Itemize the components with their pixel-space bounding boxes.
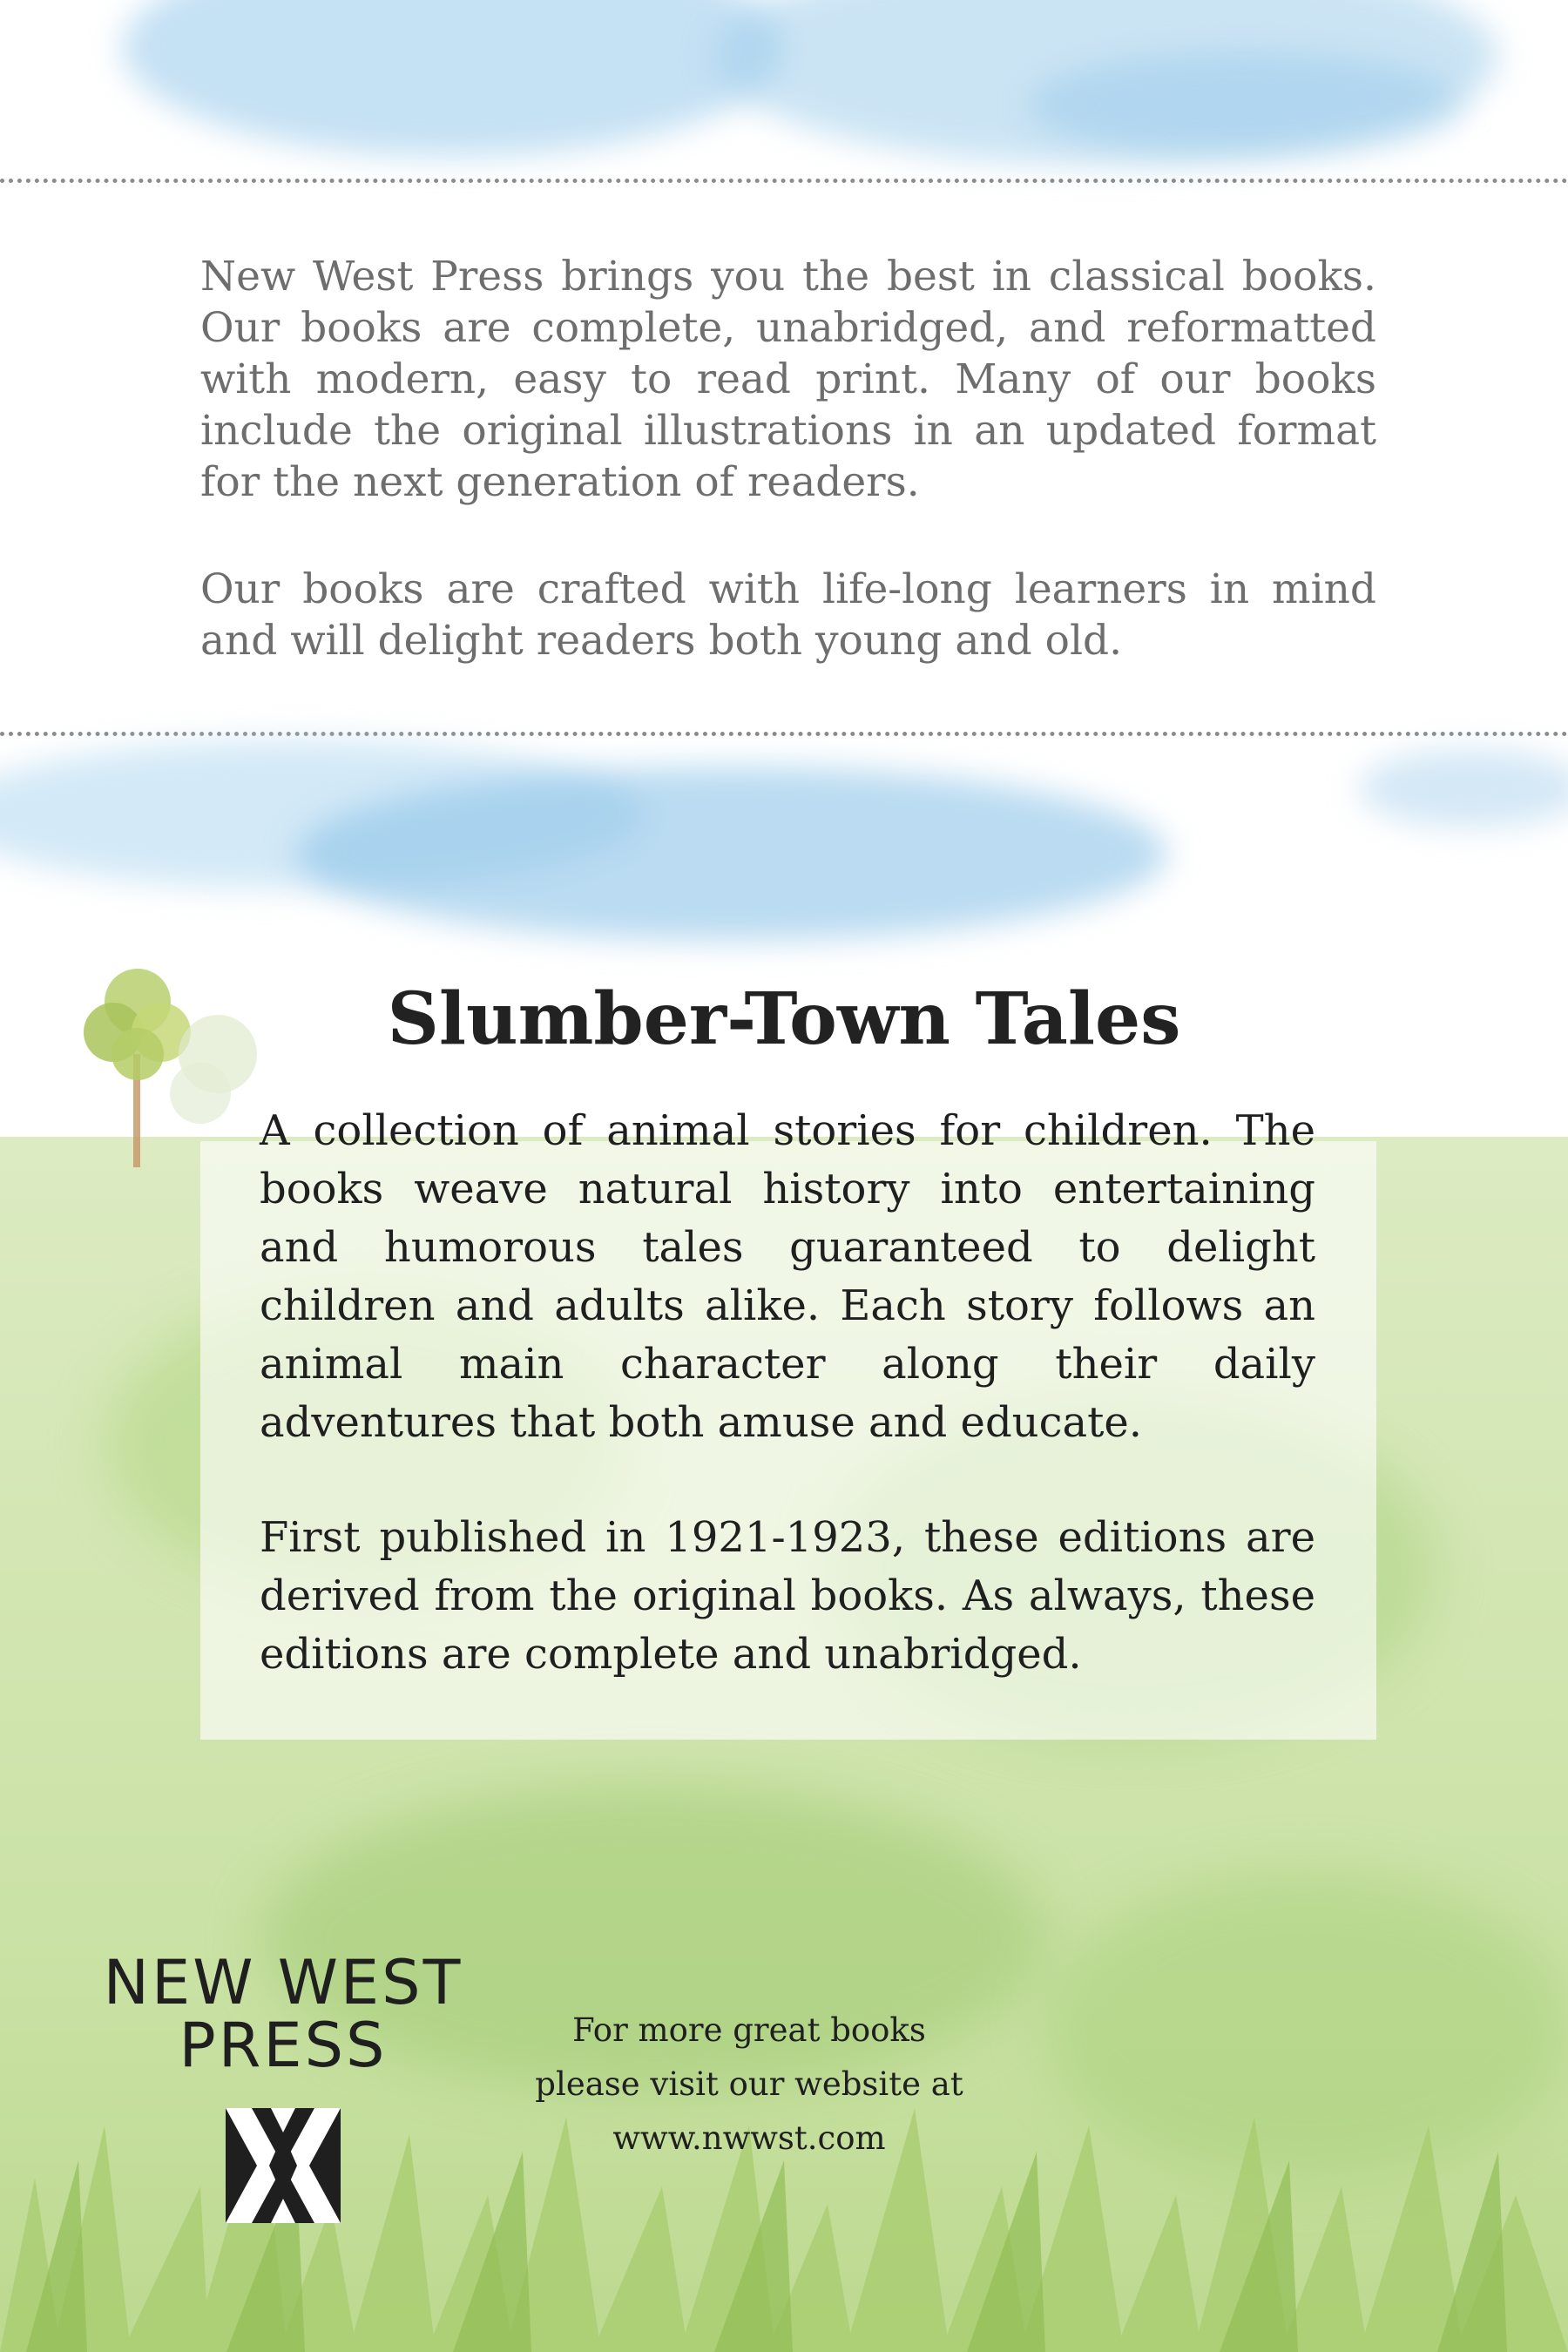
logo-text-line-2: PRESS — [179, 2010, 388, 2081]
intro-paragraph-1: New West Press brings you the best in classical books. Our books are complete, unabridged, and reformatted with modern, easy to read print. Many of our books include the original illustrations in an updated format for the next generation of readers. — [200, 253, 1376, 506]
nwp-monogram-icon — [226, 2108, 341, 2223]
sky-watercolor-top-accent — [1028, 52, 1463, 157]
dotted-divider-top — [0, 179, 1568, 183]
sky-watercolor-middle — [296, 767, 1167, 941]
website-text-line-2: please visit our website at — [535, 2065, 963, 2103]
publisher-logo — [96, 1947, 470, 2223]
logo-text-line-1: NEW WEST — [103, 1947, 463, 2018]
book-description-paragraph-1: A collection of animal stories for children. The books weave natural history into entertaining and humorous tales guaranteed to delight children and adults alike. Each story follows an animal main character along their daily adventures that both amuse and educate. — [260, 1106, 1315, 1447]
book-title: Slumber-Town Tales — [387, 977, 1181, 1061]
website-url: www.nwwst.com — [612, 2119, 886, 2157]
intro-paragraph-2: Our books are crafted with life-long learners in mind and will delight readers both young and old. — [200, 565, 1376, 665]
dotted-divider-bottom — [0, 732, 1568, 736]
website-info — [523, 2004, 976, 2166]
sky-watercolor-top — [122, 0, 784, 157]
book-description-paragraph-2: First published in 1921-1923, these editions are derived from the original books. As always, these editions are complete and unabridged. — [260, 1513, 1315, 1679]
sky-watercolor-middle-right — [1359, 749, 1568, 828]
website-text-line-1: For more great books — [572, 2011, 926, 2049]
